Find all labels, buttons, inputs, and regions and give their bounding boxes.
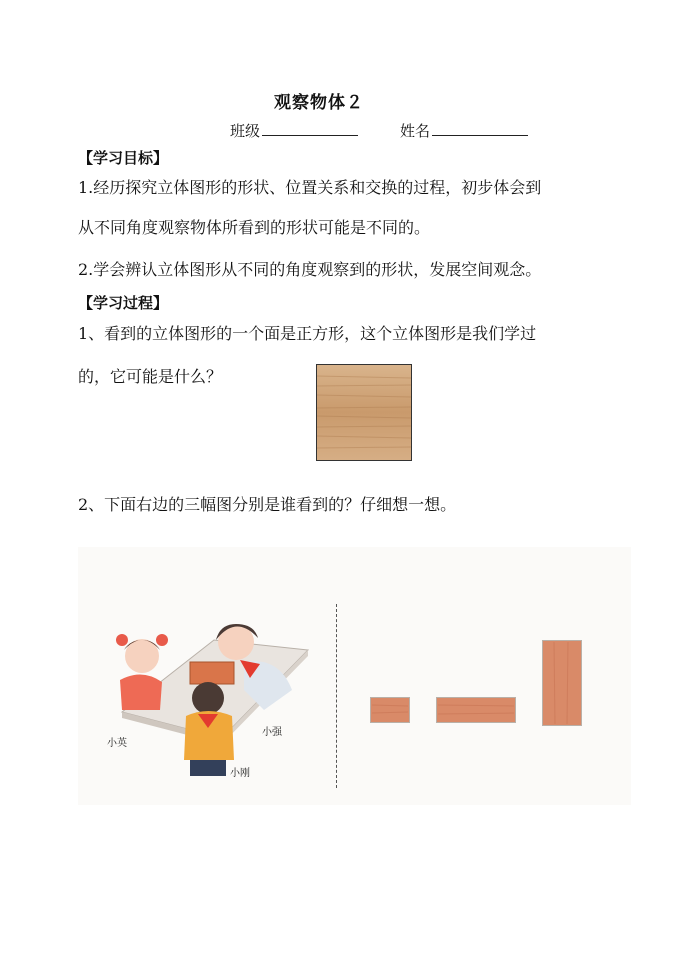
- kids-table-illustration: [104, 610, 314, 780]
- view-wide-rectangle: [436, 697, 516, 723]
- question-1-line-2: 的，它可能是什么？: [78, 367, 223, 386]
- class-label: 班级: [230, 122, 261, 140]
- kid-label-xiaogang: 小刚: [230, 768, 250, 779]
- view-small-square: [370, 697, 410, 723]
- wood-square-image: [316, 364, 412, 461]
- question-2: 2、下面右边的三幅图分别是谁看到的？仔细想一想。: [78, 495, 457, 514]
- goals-heading: 【学习目标】: [78, 149, 169, 167]
- question-1-line-1: 1、看到的立体图形的一个面是正方形，这个立体图形是我们学过: [78, 324, 537, 343]
- name-label: 姓名: [400, 122, 431, 140]
- kid-label-xiaoying: 小英: [107, 738, 127, 749]
- name-blank: [432, 121, 528, 136]
- page-title: 观察物体２: [274, 93, 364, 113]
- goal-1-line-1: 1.经历探究立体图形的形状、位置关系和交换的过程，初步体会到: [78, 178, 542, 197]
- goal-2: 2.学会辨认立体图形从不同的角度观察到的形状，发展空间观念。: [78, 260, 542, 279]
- class-blank: [262, 121, 358, 136]
- goal-1-line-2: 从不同角度观察物体所看到的形状可能是不同的。: [78, 218, 431, 237]
- view-tall-rectangle: [542, 640, 582, 726]
- process-heading: 【学习过程】: [78, 294, 169, 312]
- class-field: [230, 120, 358, 141]
- kid-label-xiaoqiang: 小强: [262, 727, 282, 738]
- name-field: [400, 120, 528, 141]
- figure-divider: [336, 604, 337, 788]
